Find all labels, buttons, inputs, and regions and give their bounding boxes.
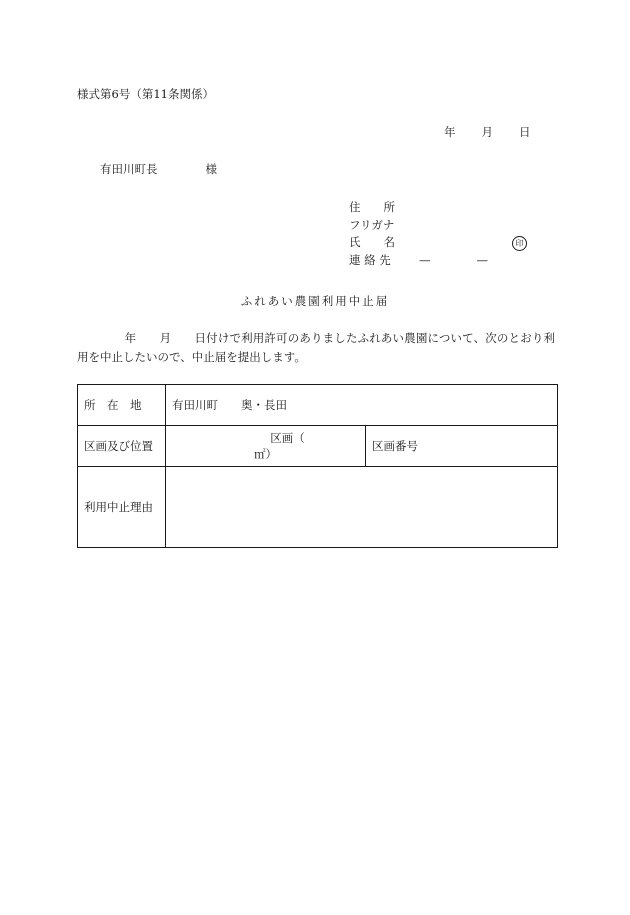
date-year: 年 <box>444 125 456 139</box>
date-line <box>444 124 531 140</box>
body-text: 年 月 日付けで利用許可のありましたふれあい農園について、次のとおり利用を中止したいので、中止届を提出します。 <box>77 331 555 364</box>
applicant-block <box>349 199 524 269</box>
location-label-cell <box>78 385 166 426</box>
contact-dash-1: — <box>419 252 431 267</box>
reason-label: 利用中止理由 <box>78 467 166 548</box>
seal-icon: 印 <box>512 236 527 251</box>
contact-label: 連 絡 先 <box>349 252 391 267</box>
contact-row <box>349 252 488 270</box>
furigana-label: フリガナ <box>349 217 395 232</box>
lot-area-prefix: 区画（ <box>270 431 305 445</box>
location-label: 所 在 地 <box>84 398 142 412</box>
address-label: 住 所 <box>349 200 395 214</box>
addressee <box>100 161 217 177</box>
document-title: ふれあい農園利用中止届 <box>240 294 390 308</box>
lot-number-label: 区画番号 <box>366 426 558 467</box>
lot-area-cell <box>166 426 366 467</box>
addressee-honorific: 様 <box>205 162 217 176</box>
reason-value <box>166 467 558 548</box>
form-table <box>77 384 558 548</box>
furigana-row <box>349 217 488 235</box>
form-number: 様式第6号（第11条関係） <box>77 87 214 101</box>
contact-dash-2: — <box>476 252 488 267</box>
name-row <box>349 234 524 252</box>
name-label: 氏 名 <box>349 235 395 249</box>
date-day: 日 <box>519 125 531 139</box>
lot-area-suffix: ㎡） <box>254 447 277 461</box>
address-row <box>349 199 488 217</box>
lot-row <box>78 426 558 467</box>
lot-label: 区画及び位置 <box>78 426 166 467</box>
location-value: 有田川町 奥・長田 <box>166 385 558 426</box>
reason-row <box>78 467 558 548</box>
date-month: 月 <box>481 125 493 139</box>
addressee-name: 有田川町長 <box>100 162 158 176</box>
location-row <box>78 385 558 426</box>
